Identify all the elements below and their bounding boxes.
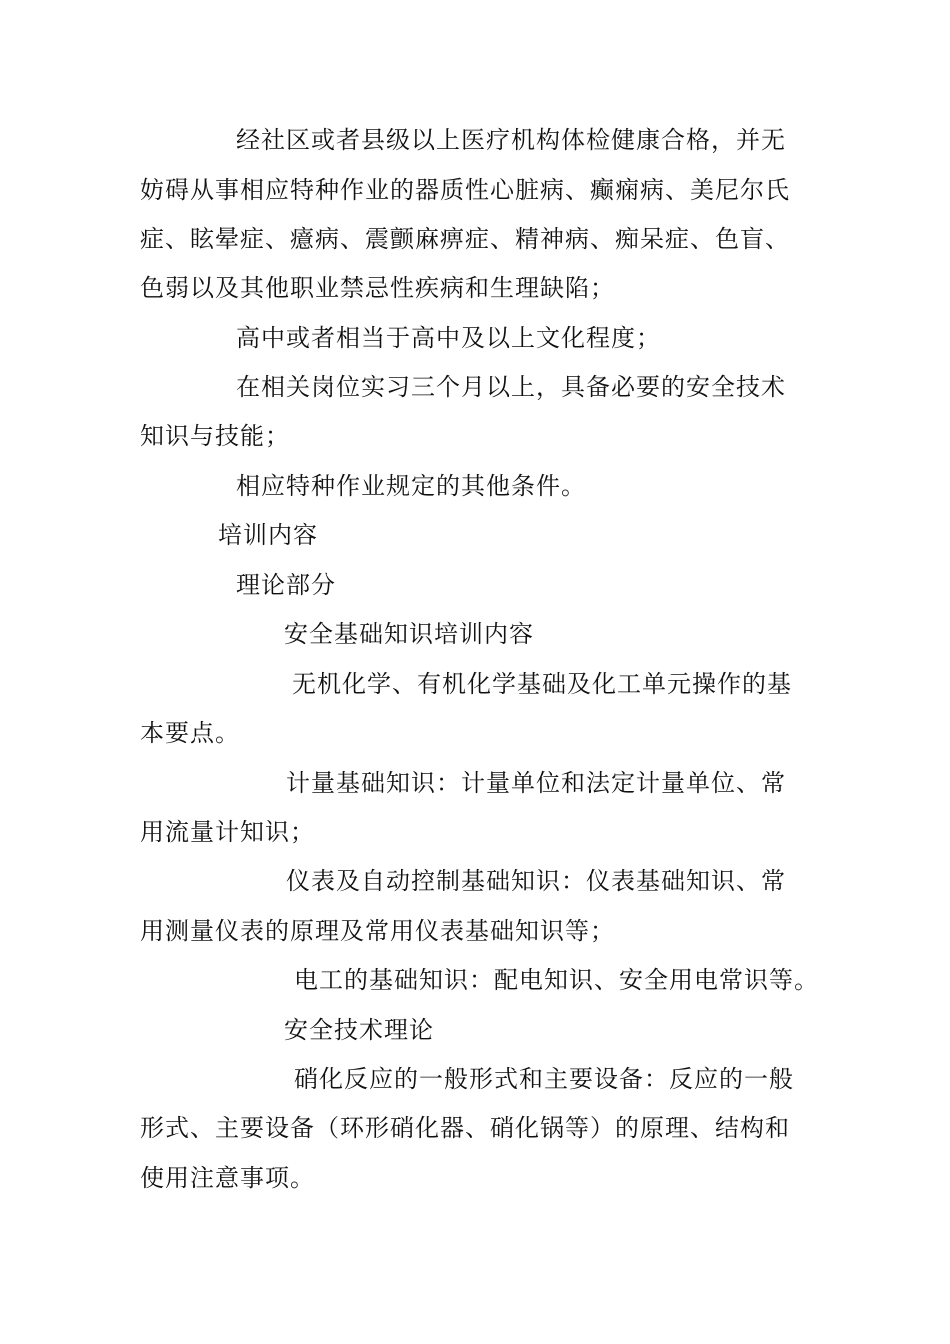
paragraph-line: 形式、主要设备（环形硝化器、硝化锅等）的原理、结构和: [140, 1114, 790, 1142]
paragraph-line: 硝化反应的一般形式和主要设备：反应的一般: [294, 1065, 794, 1093]
subsection-heading: 理论部分: [236, 571, 336, 599]
paragraph-line: 相应特种作业规定的其他条件。: [236, 472, 586, 500]
paragraph-line: 用流量计知识；: [140, 818, 315, 846]
paragraph-line: 用测量仪表的原理及常用仪表基础知识等；: [140, 917, 615, 945]
paragraph-line: 色弱以及其他职业禁忌性疾病和生理缺陷；: [140, 274, 615, 302]
section-heading: 培训内容: [218, 521, 318, 549]
paragraph-line: 电工的基础知识：配电知识、安全用电常识等。: [294, 966, 819, 994]
paragraph-line: 使用注意事项。: [140, 1164, 315, 1192]
subsection-heading: 安全基础知识培训内容: [284, 620, 534, 648]
paragraph-line: 知识与技能；: [140, 422, 290, 450]
paragraph-line: 症、眩晕症、癔病、震颤麻痹症、精神病、痴呆症、色盲、: [140, 225, 790, 253]
paragraph-line: 仪表及自动控制基础知识：仪表基础知识、常: [286, 867, 786, 895]
paragraph-line: 本要点。: [140, 719, 240, 747]
paragraph-line: 在相关岗位实习三个月以上，具备必要的安全技术: [236, 373, 786, 401]
subsection-heading: 安全技术理论: [284, 1016, 434, 1044]
paragraph-line: 高中或者相当于高中及以上文化程度；: [236, 324, 661, 352]
paragraph-line: 计量基础知识：计量单位和法定计量单位、常: [286, 769, 786, 797]
paragraph-line: 妨碍从事相应特种作业的器质性心脏病、癫痫病、美尼尔氏: [140, 176, 790, 204]
paragraph-line: 无机化学、有机化学基础及化工单元操作的基: [292, 670, 792, 698]
paragraph-line: 经社区或者县级以上医疗机构体检健康合格，并无: [236, 126, 786, 154]
